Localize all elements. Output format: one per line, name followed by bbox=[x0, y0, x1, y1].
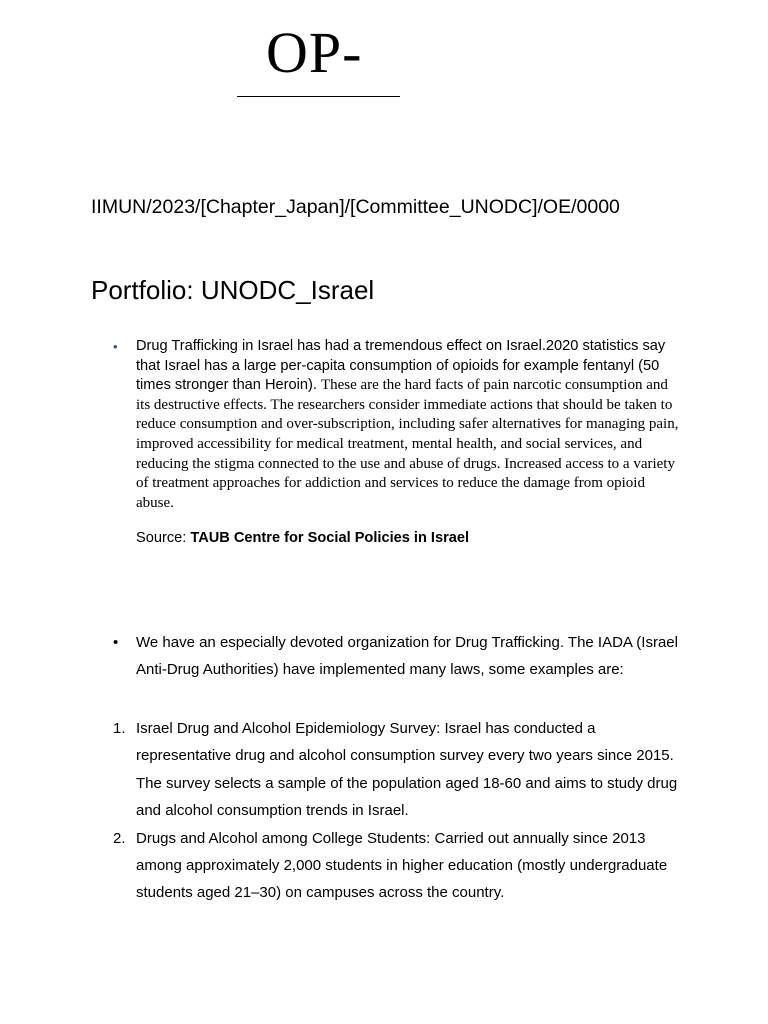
trafficking-section bbox=[113, 337, 683, 548]
document-code: IIMUN/2023/[Chapter_Japan]/[Committee_UNODC]/OE/0000 bbox=[91, 196, 620, 218]
trafficking-text-body: These are the hard facts of pain narcotic consumption and its destructive effects. The researchers consider immediate actions that should be taken to reduce consumption and over-subscription, including safer alternatives for managing pain, improved accessibility for medical treatment, mental health, and social services, and reducing the stigma connected to the use and abuse of drugs. Increased access to a variety of treatment approaches for addiction and services to reduce the damage from opioid abuse. bbox=[136, 377, 679, 511]
list-number: 1. bbox=[113, 720, 126, 737]
portfolio-title: Portfolio: UNODC_Israel bbox=[91, 275, 375, 305]
source-value: TAUB Centre for Social Policies in Israel bbox=[190, 530, 470, 547]
list-item bbox=[113, 715, 683, 825]
bullet-icon: • bbox=[113, 634, 119, 651]
trafficking-text-intro: Drug Trafficking in Israel has had a tremendous effect on Israel.2020 statistics say that Israel has a large per-capita consumption of opioids for example fentanyl (50 times stronger than Heroin). bbox=[136, 338, 666, 394]
source-line bbox=[136, 528, 683, 548]
op-underline-rule bbox=[237, 96, 400, 97]
op-heading: OP- bbox=[266, 20, 363, 85]
organization-paragraph: We have an especially devoted organization for Drug Trafficking. The IADA (Israel Anti-Drug Authorities) have implemented many laws, some examples are: bbox=[136, 634, 678, 679]
list-item-text: Drugs and Alcohol among College Students: Carried out annually since 2013 among approximately 2,000 students in higher education (mostly undergraduate students aged 21–30) on campuses across the country. bbox=[136, 829, 668, 902]
bullet-icon: • bbox=[113, 339, 118, 354]
list-item bbox=[113, 825, 683, 907]
examples-list bbox=[113, 715, 683, 907]
list-number: 2. bbox=[113, 829, 126, 847]
list-item-text: Israel Drug and Alcohol Epidemiology Survey: Israel has conducted a representative drug and alcohol consumption survey every two years since 2015. The survey selects a sample of the population aged 18-60 and aims to study drug and alcohol consumption trends in Israel. bbox=[136, 720, 678, 820]
source-label: Source: bbox=[136, 530, 191, 547]
organization-section bbox=[113, 629, 683, 684]
trafficking-paragraph bbox=[136, 337, 683, 513]
